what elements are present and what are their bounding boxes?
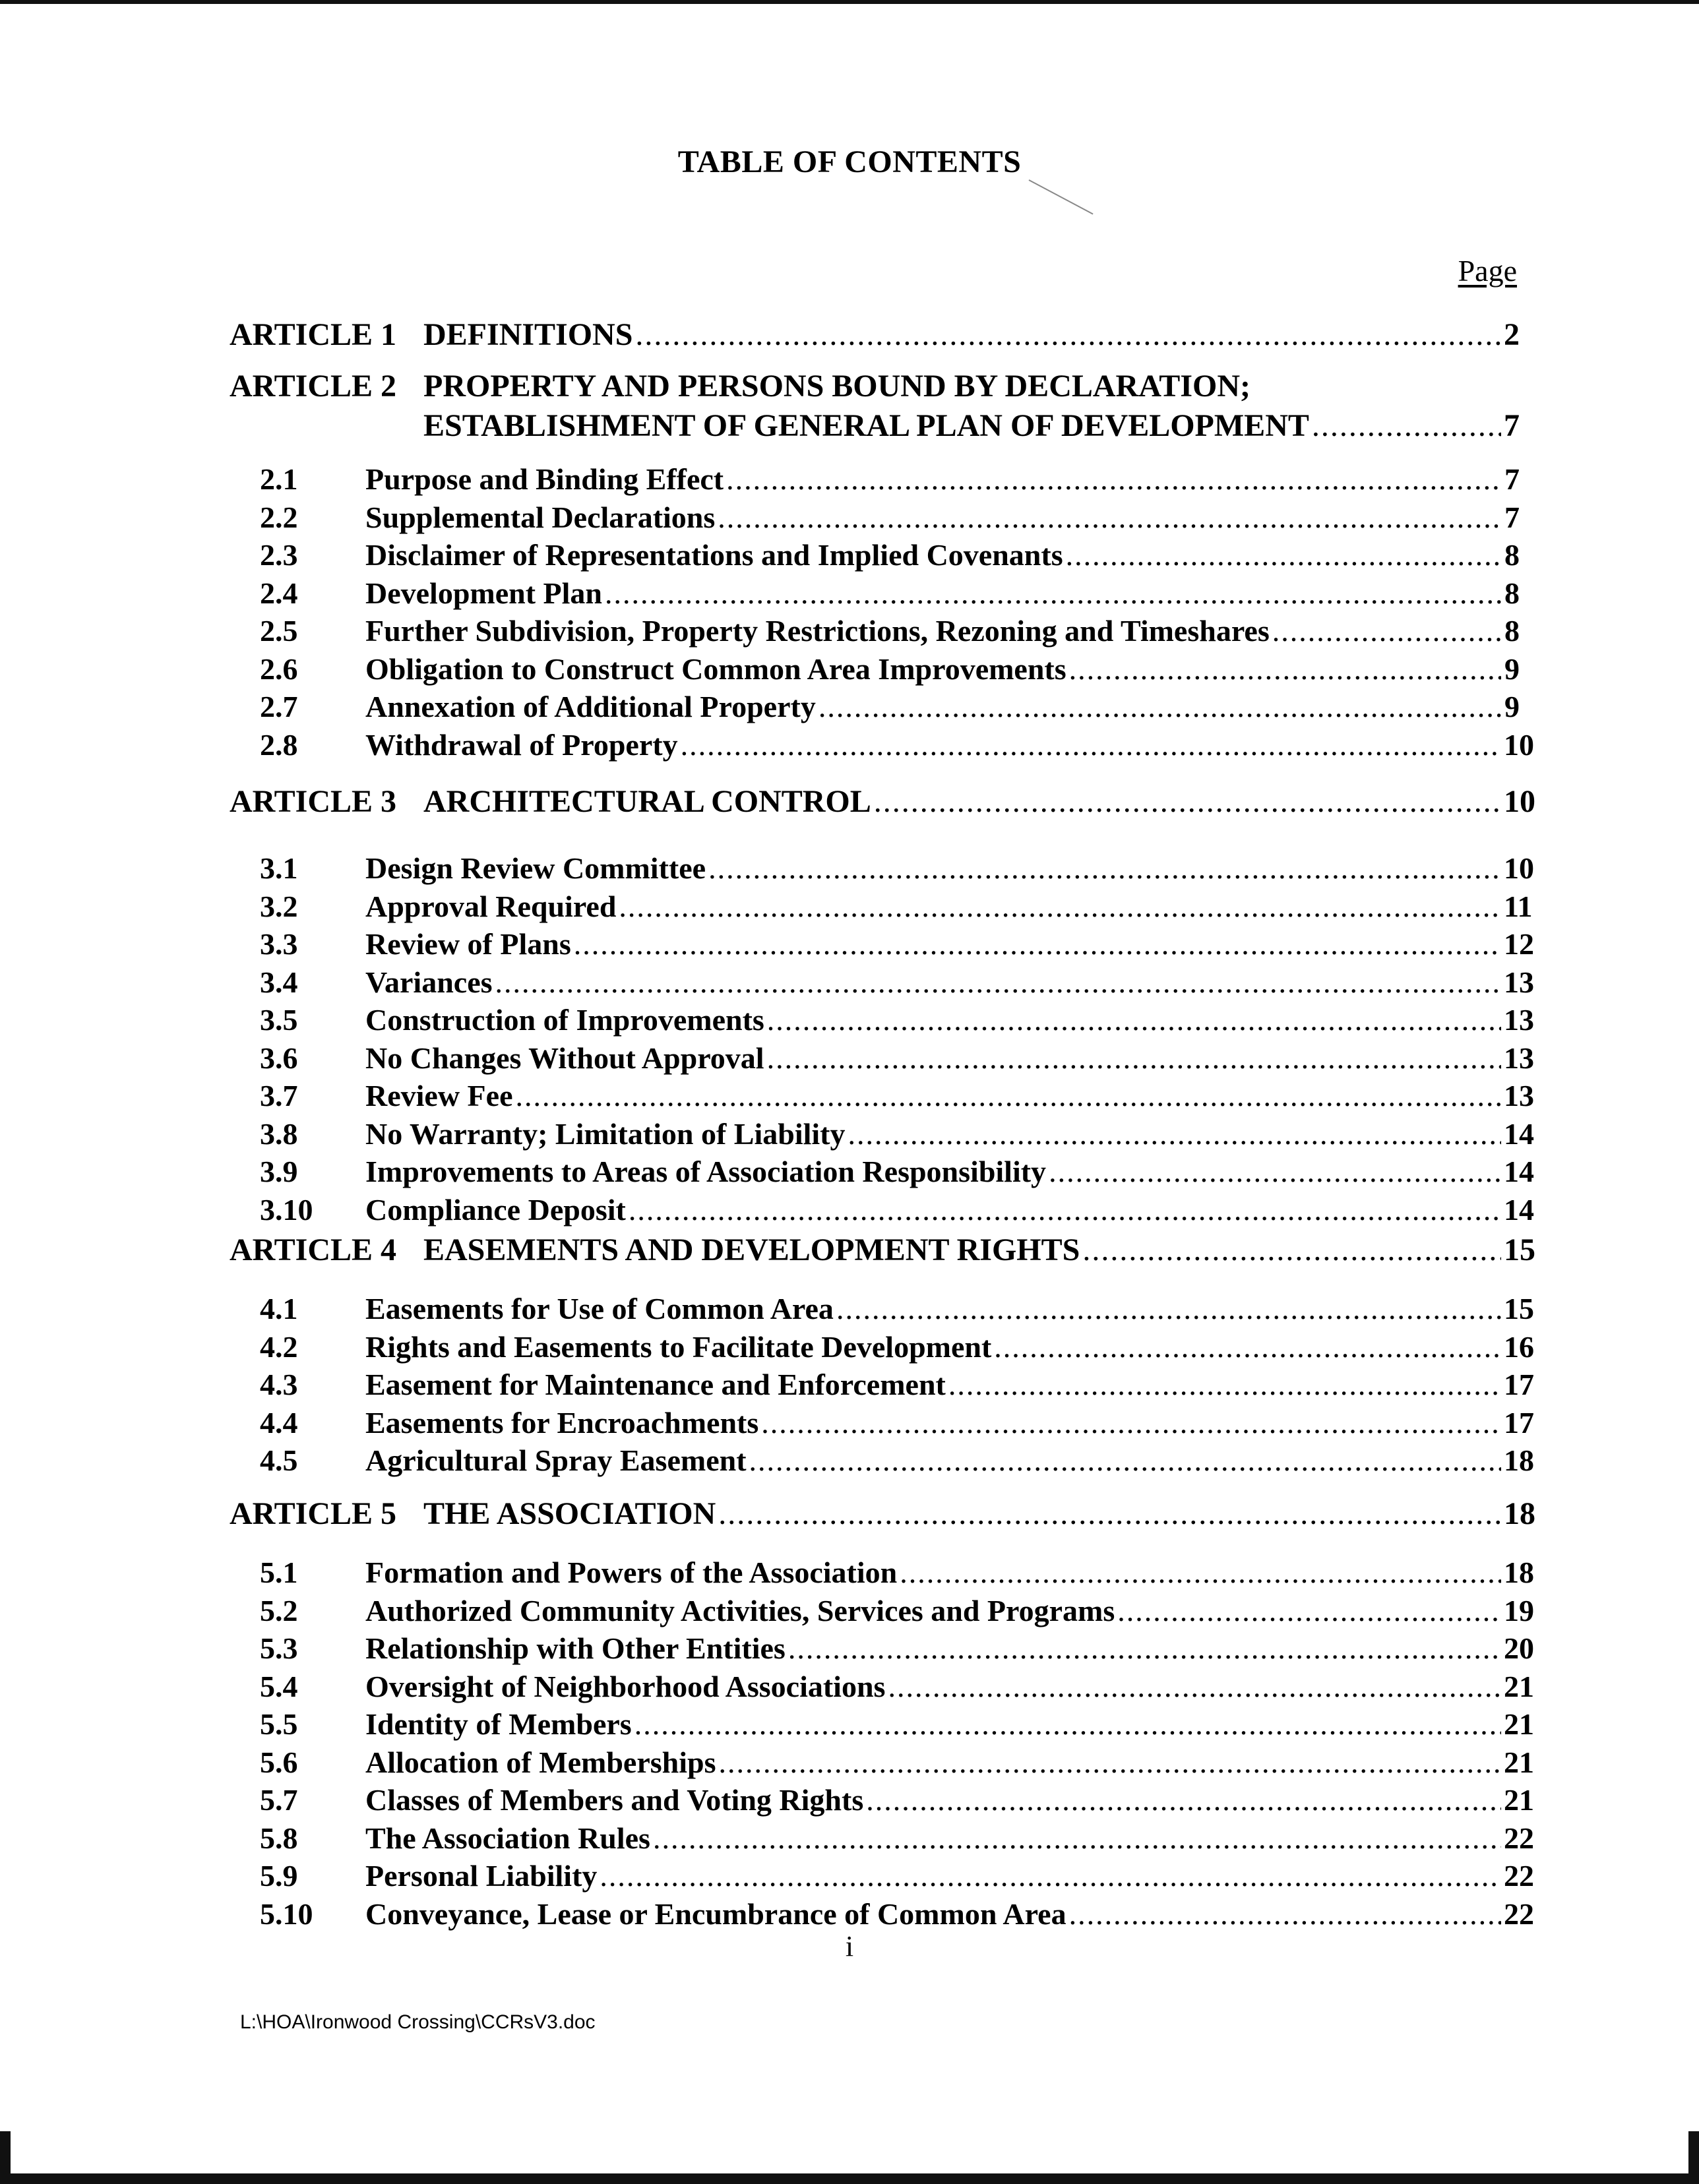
- section-title: Review of Plans: [365, 927, 571, 961]
- toc-section-row[interactable]: [0, 500, 1699, 539]
- section-number: 2.1: [260, 462, 298, 496]
- section-number: 2.4: [260, 576, 298, 610]
- dot-leader: [1069, 652, 1501, 686]
- section-number: 4.3: [260, 1368, 298, 1401]
- section-number: 3.5: [260, 1003, 298, 1037]
- section-number: 4.4: [260, 1405, 298, 1440]
- section-number: 5.7: [260, 1783, 298, 1817]
- section-title: Annexation of Additional Property: [365, 690, 816, 723]
- section-title: Disclaimer of Representations and Implied Covenants: [365, 538, 1063, 572]
- section-number: 2.8: [260, 727, 298, 762]
- section-title: Identity of Members: [365, 1707, 632, 1741]
- page-ref: 14: [1504, 1155, 1534, 1188]
- dot-leader: [574, 926, 1501, 961]
- section-number: 5.2: [260, 1593, 298, 1627]
- dot-leader: [836, 1291, 1501, 1326]
- dot-leader: [1312, 408, 1501, 444]
- dot-leader: [600, 1858, 1501, 1893]
- toc-section-row[interactable]: [0, 1116, 1699, 1156]
- section-number: 3.6: [260, 1041, 298, 1075]
- section-number: 4.2: [260, 1329, 298, 1364]
- section-title: Withdrawal of Property: [365, 727, 678, 762]
- section-title: Classes of Members and Voting Rights: [365, 1783, 864, 1817]
- section-title: The Association Rules: [365, 1821, 650, 1855]
- page-ref: 21: [1504, 1707, 1534, 1741]
- toc-section-row[interactable]: [0, 1443, 1699, 1482]
- toc-article-row[interactable]: [0, 783, 1699, 823]
- page-ref: 14: [1504, 1192, 1534, 1227]
- dot-leader: [1272, 613, 1501, 648]
- section-number: 2.5: [260, 614, 298, 648]
- section-title: Compliance Deposit: [365, 1192, 626, 1227]
- page-ref: 7: [1504, 462, 1520, 496]
- toc-section-row[interactable]: [0, 1041, 1699, 1080]
- article-title: DEFINITIONS: [423, 317, 633, 352]
- toc-article-row[interactable]: [0, 1496, 1699, 1535]
- toc-section-row[interactable]: [0, 1555, 1699, 1594]
- page-ref: 20: [1504, 1631, 1534, 1665]
- toc-section-row[interactable]: [0, 965, 1699, 1004]
- dot-leader: [719, 1745, 1501, 1780]
- section-title: Improvements to Areas of Association Responsibility: [365, 1155, 1047, 1188]
- section-number: 2.6: [260, 652, 298, 686]
- dot-leader: [874, 783, 1501, 820]
- page-ref: 11: [1504, 889, 1533, 923]
- section-title: Further Subdivision, Property Restrictions, Rezoning and Timeshares: [365, 614, 1270, 648]
- page-ref: 8: [1504, 576, 1520, 610]
- page-ref: 8: [1504, 614, 1520, 648]
- dot-leader: [767, 1041, 1501, 1076]
- dot-leader: [1117, 1593, 1501, 1628]
- toc-section-row[interactable]: [0, 1745, 1699, 1784]
- page-ref: 17: [1504, 1368, 1534, 1401]
- page-ref: 15: [1504, 1292, 1534, 1325]
- page-ref: 22: [1504, 1859, 1534, 1893]
- section-title: Authorized Community Activities, Services and Programs: [365, 1593, 1115, 1627]
- section-number: 5.9: [260, 1859, 298, 1893]
- section-title: Supplemental Declarations: [365, 500, 716, 534]
- toc-section-row[interactable]: [0, 462, 1699, 501]
- toc-section-row[interactable]: [0, 1078, 1699, 1118]
- section-number: 5.5: [260, 1707, 298, 1741]
- page-ref: 12: [1504, 927, 1534, 961]
- page-ref: 21: [1504, 1745, 1534, 1779]
- page-ref: 18: [1504, 1443, 1534, 1477]
- page-ref: 2: [1504, 317, 1520, 352]
- section-title: Conveyance, Lease or Encumbrance of Common Area: [365, 1896, 1066, 1931]
- section-title: Purpose and Binding Effect: [365, 462, 724, 496]
- article-label: ARTICLE 1: [230, 317, 397, 352]
- article-label: ARTICLE 4: [230, 1232, 397, 1267]
- page-ref: 13: [1504, 1079, 1534, 1112]
- page-ref: 14: [1504, 1116, 1534, 1151]
- dot-leader: [948, 1367, 1501, 1402]
- article-title: EASEMENTS AND DEVELOPMENT RIGHTS: [423, 1232, 1080, 1267]
- toc-section-row[interactable]: [0, 537, 1699, 577]
- section-number: 5.4: [260, 1669, 298, 1703]
- section-title: Easements for Use of Common Area: [365, 1292, 834, 1325]
- dot-leader: [635, 317, 1501, 353]
- section-title: Construction of Improvements: [365, 1003, 764, 1037]
- article-title: THE ASSOCIATION: [423, 1496, 716, 1531]
- section-title: Easements for Encroachments: [365, 1405, 759, 1440]
- section-number: 5.3: [260, 1631, 298, 1665]
- dot-leader: [749, 1443, 1501, 1478]
- dot-leader: [848, 1116, 1502, 1151]
- page-ref: 19: [1504, 1593, 1534, 1627]
- toc-section-row[interactable]: [0, 889, 1699, 928]
- toc-section-row[interactable]: [0, 1192, 1699, 1232]
- dot-leader: [681, 727, 1501, 762]
- toc-section-row[interactable]: [0, 1593, 1699, 1633]
- toc-section-row[interactable]: [0, 1405, 1699, 1445]
- page-ref: 15: [1504, 1232, 1535, 1267]
- dot-leader: [1069, 1896, 1501, 1931]
- section-number: 3.7: [260, 1079, 298, 1112]
- section-number: 3.2: [260, 889, 298, 923]
- page-ref: 13: [1504, 1041, 1534, 1075]
- toc-section-row[interactable]: [0, 689, 1699, 729]
- toc-article-row[interactable]: [0, 1232, 1699, 1271]
- section-title: Relationship with Other Entities: [365, 1631, 786, 1665]
- section-number: 4.1: [260, 1292, 298, 1325]
- page-ref: 10: [1504, 727, 1534, 762]
- page-ref: 13: [1504, 1003, 1534, 1037]
- section-number: 3.10: [260, 1192, 313, 1227]
- toc-section-row[interactable]: [0, 1329, 1699, 1369]
- dot-leader: [819, 689, 1501, 724]
- section-title: Review Fee: [365, 1079, 513, 1112]
- section-number: 5.10: [260, 1896, 313, 1931]
- toc-section-row[interactable]: [0, 1782, 1699, 1822]
- toc-section-row[interactable]: [0, 1154, 1699, 1194]
- page-ref: 21: [1504, 1669, 1534, 1703]
- section-title: Approval Required: [365, 889, 617, 923]
- page-ref: 18: [1504, 1496, 1535, 1531]
- section-number: 3.9: [260, 1155, 298, 1188]
- toc-section-row[interactable]: [0, 926, 1699, 966]
- dot-leader: [866, 1782, 1501, 1817]
- section-title: Development Plan: [365, 576, 603, 610]
- toc-section-row[interactable]: [0, 613, 1699, 653]
- page-ref: 22: [1504, 1896, 1534, 1931]
- section-number: 3.3: [260, 927, 298, 961]
- dot-leader: [726, 462, 1501, 497]
- dot-leader: [605, 576, 1501, 611]
- toc-section-row[interactable]: [0, 1821, 1699, 1860]
- section-title: Rights and Easements to Facilitate Development: [365, 1329, 992, 1364]
- toc-section-row[interactable]: [0, 1002, 1699, 1042]
- section-number: 2.7: [260, 690, 298, 723]
- toc-section-row[interactable]: [0, 1858, 1699, 1898]
- page-ref: 7: [1504, 500, 1520, 534]
- page-ref: 9: [1504, 652, 1520, 686]
- section-number: 2.3: [260, 538, 298, 572]
- article-label: ARTICLE 5: [230, 1496, 397, 1531]
- page-column-header: Page: [1458, 254, 1517, 288]
- dot-leader: [788, 1631, 1501, 1666]
- toc-section-row[interactable]: [0, 1631, 1699, 1670]
- section-title: No Changes Without Approval: [365, 1041, 764, 1075]
- page-ref: 18: [1504, 1556, 1534, 1589]
- dot-leader: [1066, 537, 1501, 572]
- page-ref: 21: [1504, 1783, 1534, 1817]
- toc-section-row[interactable]: [0, 851, 1699, 890]
- dot-leader: [629, 1192, 1501, 1227]
- toc-section-row[interactable]: [0, 576, 1699, 615]
- toc-section-row[interactable]: [0, 1707, 1699, 1746]
- page-ref: 17: [1504, 1405, 1534, 1440]
- page-ref: 10: [1504, 784, 1535, 819]
- dot-leader: [516, 1078, 1502, 1113]
- article-title: ESTABLISHMENT OF GENERAL PLAN OF DEVELOPMENT: [423, 408, 1309, 443]
- toc-section-row[interactable]: [0, 727, 1699, 767]
- section-number: 4.5: [260, 1443, 298, 1477]
- section-title: Design Review Committee: [365, 851, 706, 885]
- section-number: 3.8: [260, 1116, 298, 1151]
- dot-leader: [718, 1496, 1501, 1532]
- page-ref: 22: [1504, 1821, 1534, 1855]
- page-ref: 13: [1504, 965, 1534, 999]
- dot-leader: [495, 965, 1501, 1000]
- section-title: Allocation of Memberships: [365, 1745, 716, 1779]
- dot-leader: [900, 1555, 1501, 1590]
- page-ref: 7: [1504, 408, 1520, 443]
- page-ref: 8: [1504, 538, 1520, 572]
- dot-leader: [634, 1707, 1501, 1742]
- dot-leader: [619, 889, 1501, 924]
- article-label: ARTICLE 3: [230, 784, 397, 819]
- section-number: 3.4: [260, 965, 298, 999]
- section-title: Agricultural Spray Easement: [365, 1443, 747, 1477]
- section-number: 2.2: [260, 500, 298, 534]
- page-number: i: [845, 1930, 854, 1962]
- toc-article-row[interactable]: [0, 317, 1699, 356]
- dot-leader: [761, 1405, 1501, 1440]
- dot-leader: [888, 1669, 1501, 1704]
- section-number: 5.1: [260, 1556, 298, 1589]
- toc-section-row[interactable]: [0, 1291, 1699, 1331]
- section-title: No Warranty; Limitation of Liability: [365, 1116, 846, 1151]
- toc-section-row[interactable]: [0, 1367, 1699, 1407]
- section-number: 5.8: [260, 1821, 298, 1855]
- toc-section-row[interactable]: [0, 652, 1699, 691]
- dot-leader: [1049, 1154, 1501, 1189]
- page-title: TABLE OF CONTENTS: [677, 144, 1022, 179]
- dot-leader: [994, 1329, 1501, 1364]
- article-title-line: PROPERTY AND PERSONS BOUND BY DECLARATION;: [423, 369, 1251, 404]
- section-title: Oversight of Neighborhood Associations: [365, 1669, 886, 1703]
- dot-leader: [708, 851, 1501, 886]
- section-title: Variances: [365, 965, 493, 999]
- page-ref: 9: [1504, 690, 1520, 723]
- section-title: Personal Liability: [365, 1859, 598, 1893]
- dot-leader: [767, 1002, 1501, 1037]
- page-ref: 10: [1504, 851, 1534, 885]
- footer-file-path: L:\HOA\Ironwood Crossing\CCRsV3.doc: [240, 2011, 596, 2033]
- dot-leader: [1082, 1232, 1501, 1268]
- dot-leader: [653, 1821, 1501, 1856]
- dot-leader: [718, 500, 1501, 535]
- page-ref: 16: [1504, 1329, 1534, 1364]
- article-title: ARCHITECTURAL CONTROL: [423, 784, 871, 819]
- section-number: 5.6: [260, 1745, 298, 1779]
- article-label: ARTICLE 2: [230, 369, 397, 404]
- section-title: Formation and Powers of the Association: [365, 1556, 898, 1589]
- section-number: 3.1: [260, 851, 298, 885]
- toc-article-row[interactable]: [0, 408, 1699, 447]
- section-title: Obligation to Construct Common Area Improvements: [365, 652, 1066, 686]
- section-title: Easement for Maintenance and Enforcement: [365, 1368, 946, 1401]
- toc-section-row[interactable]: [0, 1669, 1699, 1709]
